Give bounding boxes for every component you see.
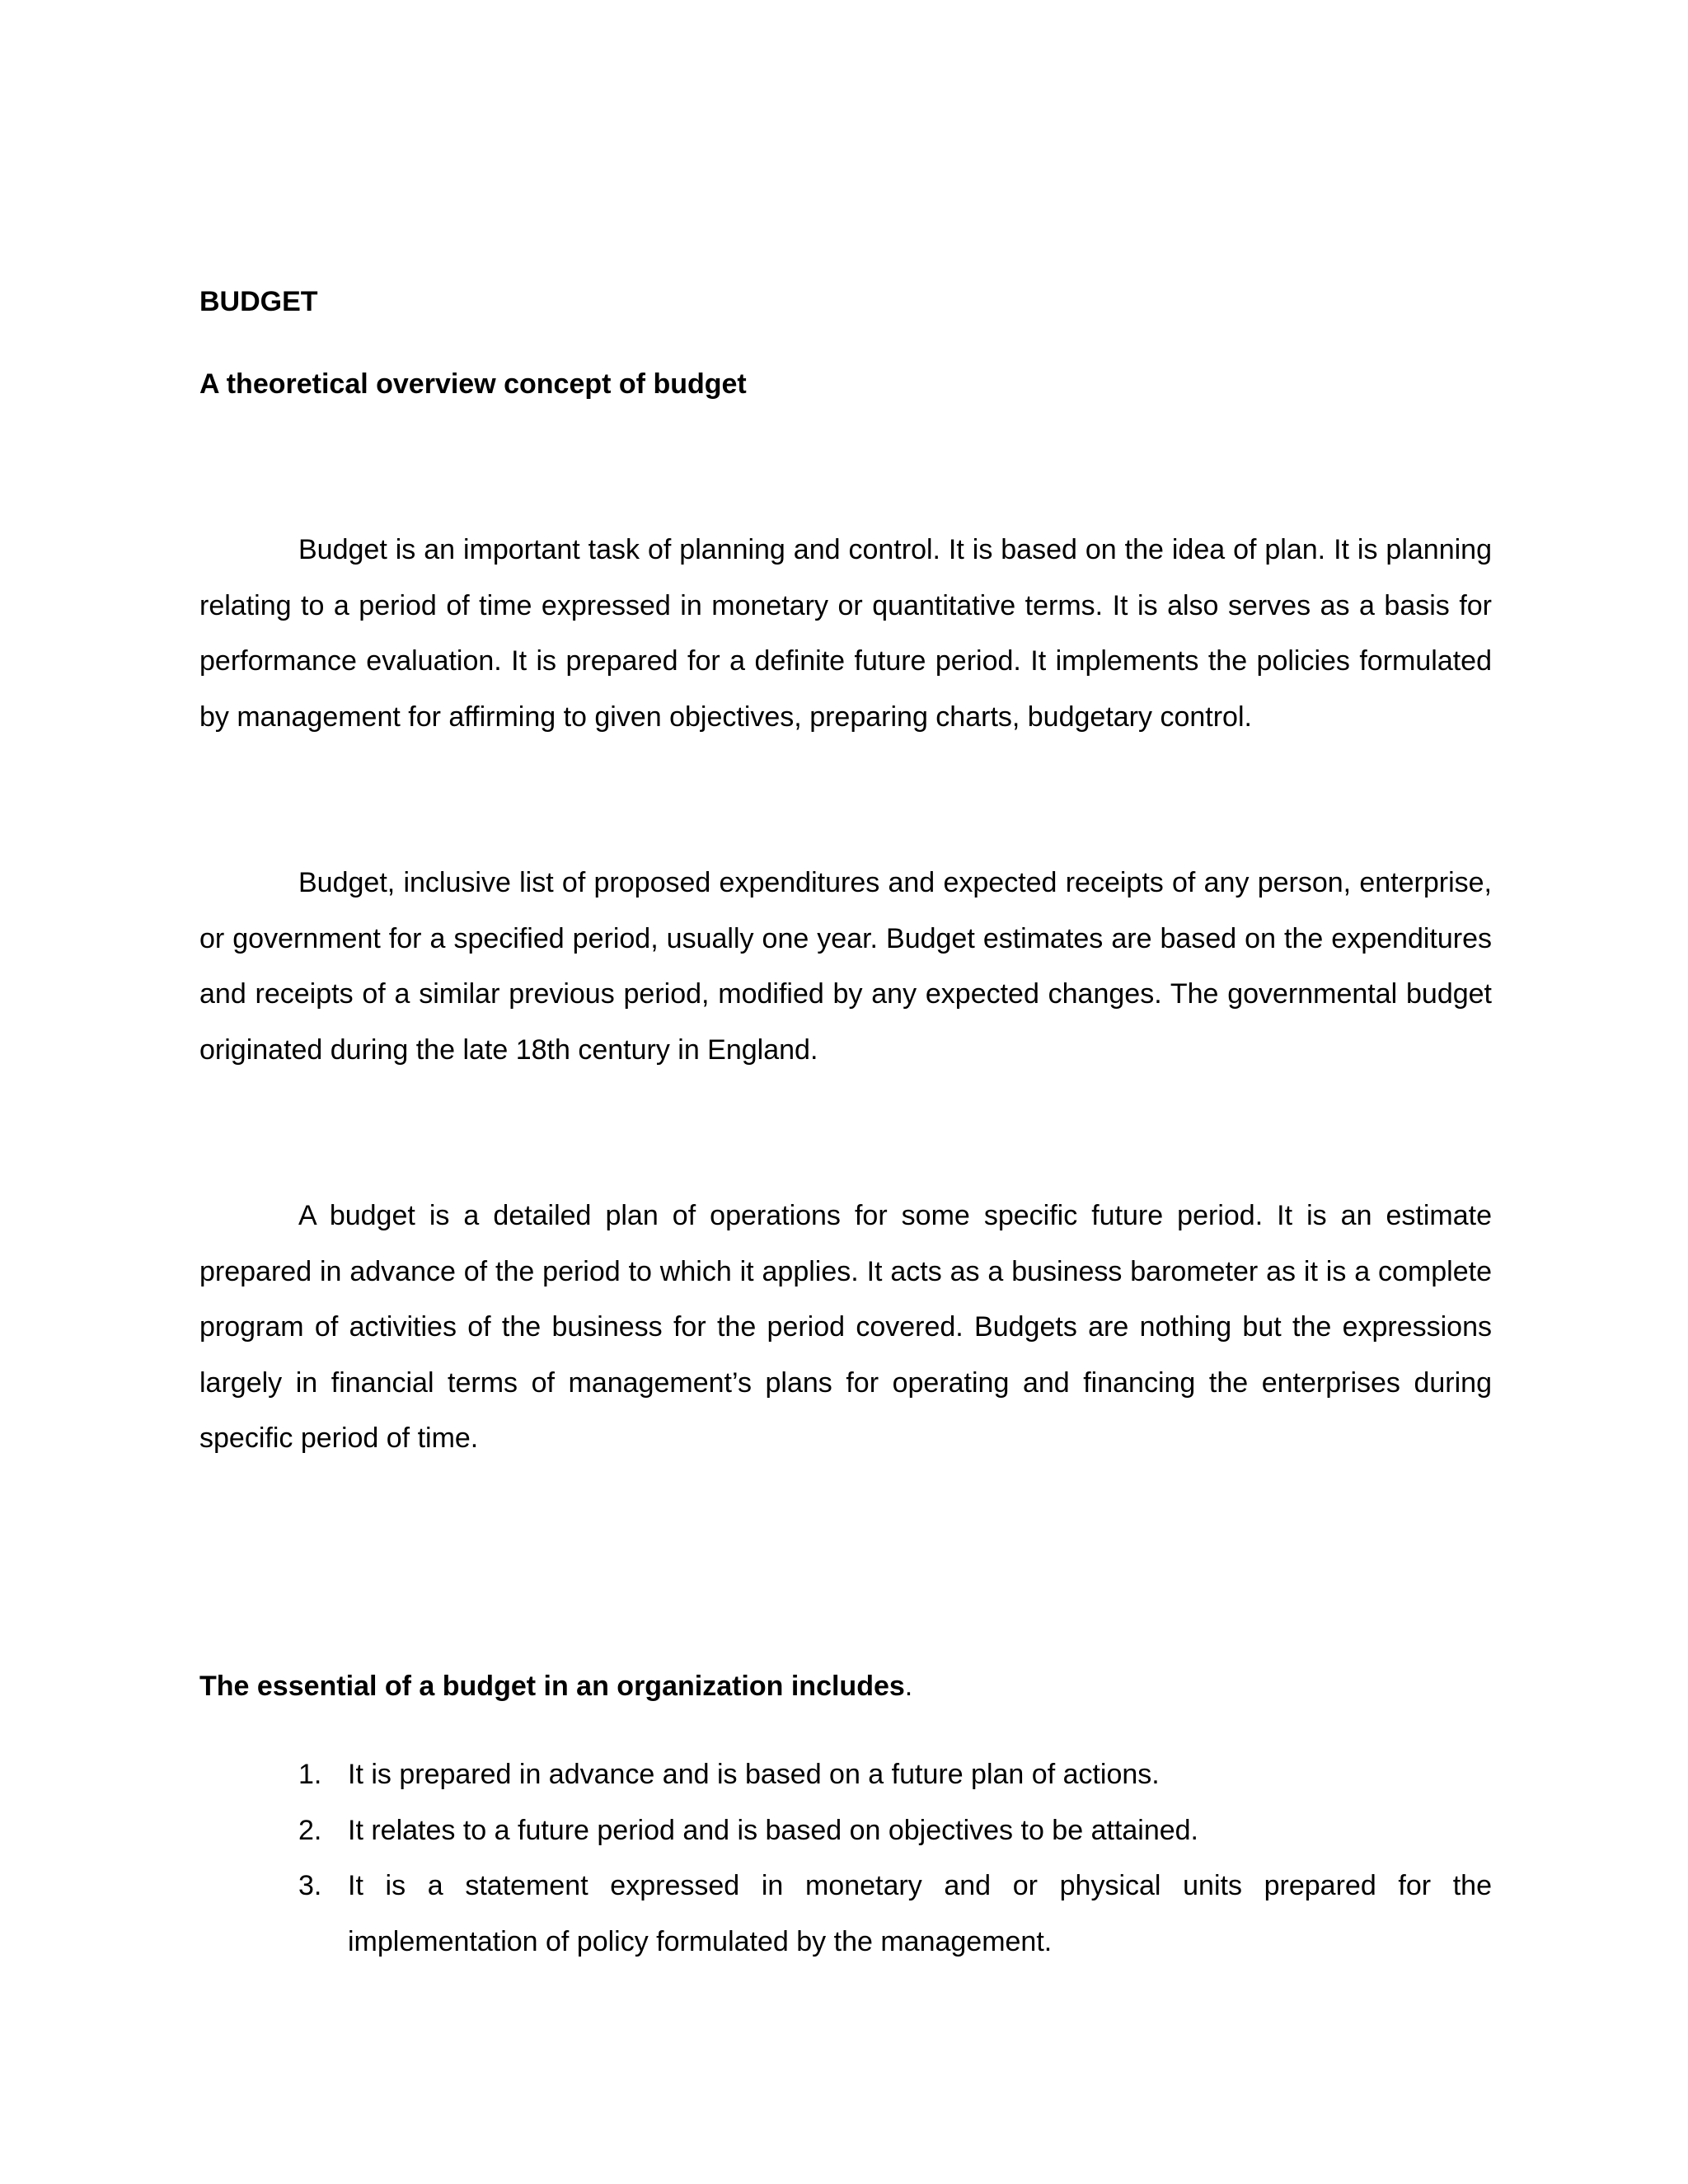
document-subtitle: A theoretical overview concept of budget: [199, 368, 747, 400]
list-item-text: It is prepared in advance and is based on a future plan of actions.: [348, 1759, 1160, 1790]
section-heading-text: The essential of a budget in an organization includes: [199, 1671, 905, 1702]
list-item: [298, 1858, 1492, 1970]
document-title: BUDGET: [199, 286, 318, 317]
paragraph-2: Budget, inclusive list of proposed expenditures and expected receipts of any person, enterprise, or government for a specified period, usually one year. Budget estimates are based on the expenditures and receipts of a similar previous period, modified by any expected changes. The governmental budget originated during the late 18th century in England.: [199, 867, 1492, 1066]
list-item-text: It relates to a future period and is based on objectives to be attained.: [348, 1814, 1199, 1846]
paragraph-3: A budget is a detailed plan of operations for some specific future period. It is an estimate prepared in advance of the period to which it applies. It acts as a business barometer as it is a complete program of activities of the business for the period covered. Budgets are nothing but the expressions largely in financial terms of management’s plans for operating and financing the enterprises during specific period of time.: [199, 1200, 1492, 1454]
list-item-number: 3.: [298, 1870, 322, 1901]
list-item-number: 1.: [298, 1759, 322, 1790]
list-item: [298, 1803, 1492, 1859]
list-item: [298, 1747, 1492, 1803]
section-heading-punctuation: .: [904, 1671, 913, 1702]
paragraph-1: Budget is an important task of planning and control. It is based on the idea of plan. It is planning relating to a period of time expressed in monetary or quantitative terms. It is also serves as a basis for performance evaluation. It is prepared for a definite future period. It implements the policies formulated by management for affirming to given objectives, preparing charts, budgetary control.: [199, 534, 1492, 733]
list-item-number: 2.: [298, 1814, 322, 1846]
section-heading: [199, 1668, 912, 1704]
list-item-text: It is a statement expressed in monetary and or physical units prepared for the implementation of policy formulated by the management.: [348, 1870, 1492, 1957]
essentials-list: [298, 1747, 1492, 1970]
